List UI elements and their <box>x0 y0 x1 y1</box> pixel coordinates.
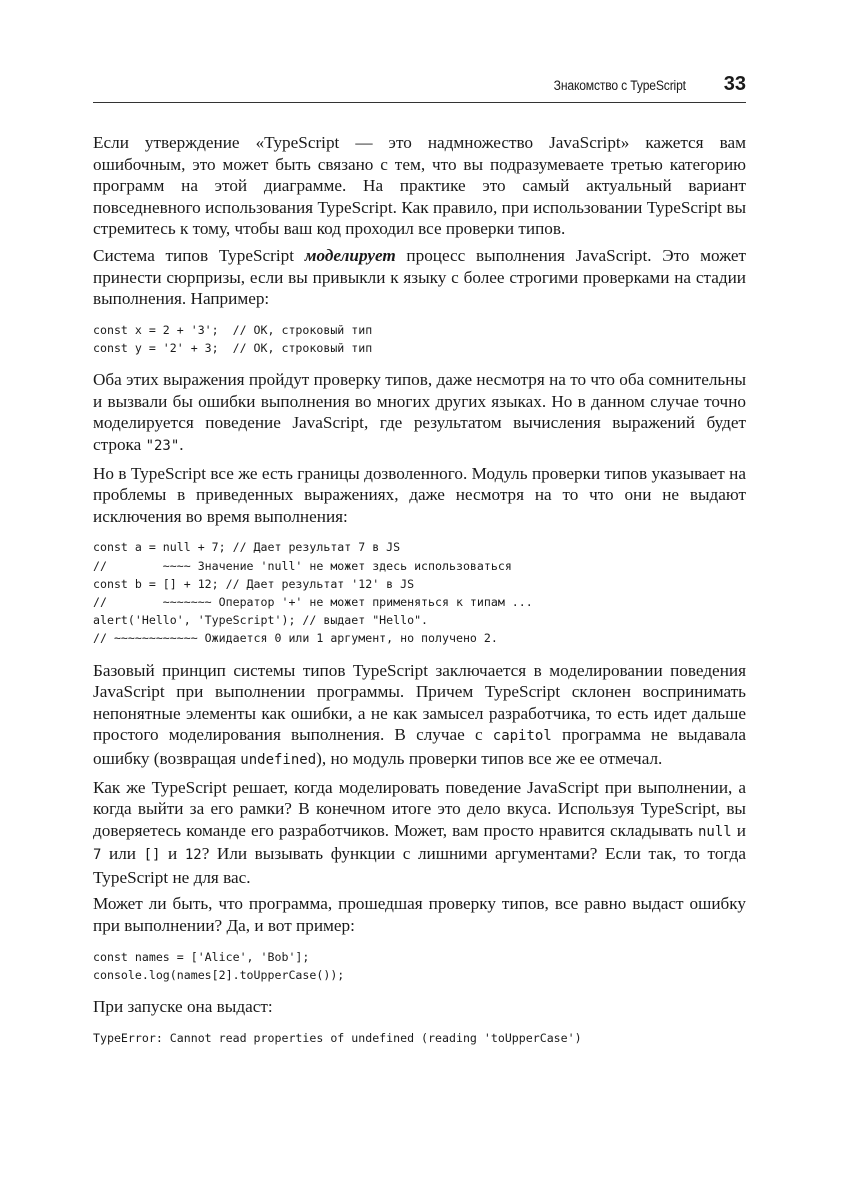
paragraph-2-emphasis: моделирует <box>304 245 396 265</box>
inline-code-23: "23" <box>145 437 180 454</box>
paragraph-2-text-a: Система типов TypeScript <box>93 245 305 265</box>
paragraph-6-text-d: и <box>160 844 185 864</box>
inline-code-undefined: undefined <box>240 751 317 768</box>
paragraph-6-text-b: и <box>731 820 746 840</box>
paragraph-6-text-e: ? Или вызывать функции с лишними аргументами? Если так, то тогда TypeScript не для вас. <box>93 844 746 887</box>
paragraph-5-text-b: программа не выдавала ошибку (возвращая <box>93 725 746 768</box>
paragraph-6 <box>93 777 746 889</box>
paragraph-2 <box>93 245 746 310</box>
paragraph-8: При запуске она выдаст: <box>93 997 273 1017</box>
paragraph-5-text-c: ), но модуль проверки типов все же ее отмечал. <box>316 748 663 768</box>
running-title: Знакомство с TypeScript <box>553 78 686 93</box>
inline-code-12: 12 <box>184 847 202 864</box>
page-number: 33 <box>723 73 746 95</box>
code-block-1: const x = 2 + '3'; // OK, строковый тип const y = '2' + 3; // OK, строковый тип <box>93 322 373 355</box>
paragraph-6-text-a: Как же TypeScript решает, когда моделировать поведение JavaScript при выполнении, а когда выйти за его рамки? В конечном итоге это дело вкуса. Используя TypeScript, вы доверяетесь команде его разработчиков. Может, вам просто нравится складывать <box>93 777 746 840</box>
paragraph-1: Если утверждение «TypeScript — это надмножество JavaScript» кажется вам ошибочным, это может быть связано с тем, что вы подразумеваете третью категорию программ на этой диаграмме. На практике это самый актуальный вариант повседневного использования TypeScript. Как правило, при использовании TypeScript вы стремитесь к тому, чтобы ваш код проходил все проверки типов. <box>93 133 746 239</box>
inline-code-null: null <box>698 823 732 840</box>
page-body <box>93 132 746 1047</box>
code-block-4: TypeError: Cannot read properties of undefined (reading 'toUpperCase') <box>93 1030 582 1045</box>
paragraph-3-text-b: . <box>179 434 184 454</box>
running-header <box>93 74 746 103</box>
paragraph-5 <box>93 660 746 772</box>
inline-code-array: [] <box>143 847 161 864</box>
code-block-2: const a = null + 7; // Дает результат 7 в JS // ~~~~ Значение 'null' не может здесь использоваться const b = [] + 12; // Дает результат '12' в JS // ~~~~~~~ Оператор '+' не может применяться к типам ... alert('Hello', 'TypeScript'); // выдает "Hello". // ~~~~~~~~~~~~ Ожидается 0 или 1 аргумент, но получено 2. <box>93 540 533 646</box>
paragraph-5-text-a: Базовый принцип системы типов TypeScript заключается в моделировании поведения JavaScript при выполнении программы. Причем TypeScript склонен воспринимать непонятные элементы как ошибки, а не как замысел разработчика, то есть идет дальше простого моделирования выполнения. В случае с <box>93 660 746 745</box>
paragraph-3 <box>93 369 746 457</box>
code-block-3: const names = ['Alice', 'Bob']; console.log(names[2].toUpperCase()); <box>93 949 345 982</box>
inline-code-7: 7 <box>93 847 102 864</box>
paragraph-2-text-b: процесс выполнения JavaScript. Это может принести сюрпризы, если вы привыкли к языку с более строгими проверками на стадии выполнения. Например: <box>93 245 746 309</box>
paragraph-6-text-c: или <box>101 844 144 864</box>
paragraph-4: Но в TypeScript все же есть границы дозволенного. Модуль проверки типов указывает на проблемы в приведенных выражениях, даже несмотря на то что они не выдают исключения во время выполнения: <box>93 463 746 526</box>
inline-code-capitol: capitol <box>492 728 552 745</box>
book-page <box>93 74 746 1059</box>
paragraph-3-text-a: Оба этих выражения пройдут проверку типов, даже несмотря на то что оба сомнительны и вызвали бы ошибки выполнения во многих других языках. Но в данном случае точно моделируется поведение JavaScript, где результатом вычисления выражений будет строка <box>93 370 746 454</box>
paragraph-7: Может ли быть, что программа, прошедшая проверку типов, все равно выдаст ошибку при выполнении? Да, и вот пример: <box>93 894 746 936</box>
